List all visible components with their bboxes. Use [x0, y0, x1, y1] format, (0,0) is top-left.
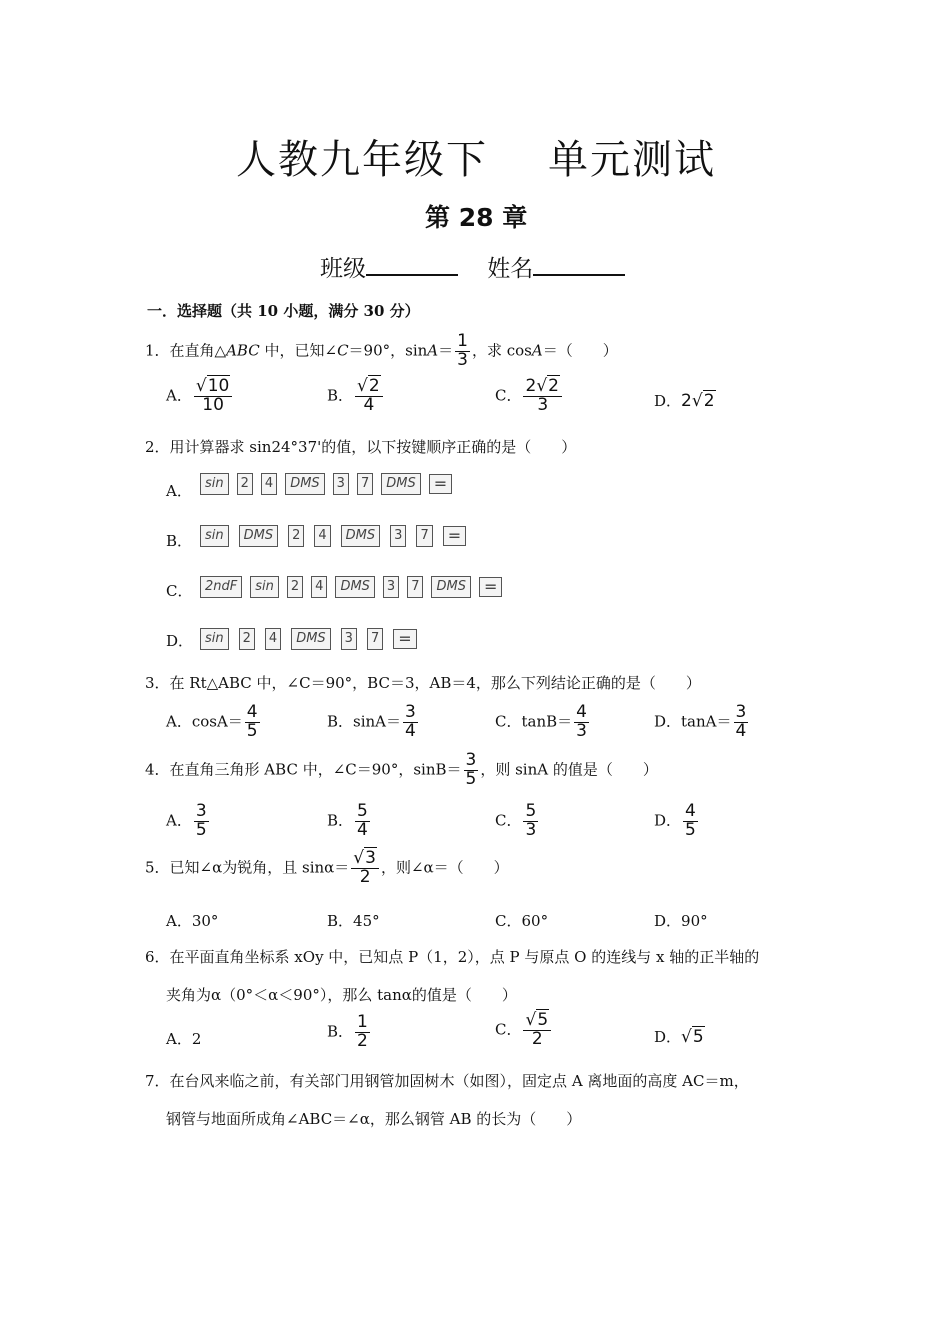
- q2-option-c-keys: [200, 576, 502, 598]
- q4-option-a: A． $\frac{3}{5}$: [166, 801, 207, 840]
- q2-option-b-label: B．: [166, 532, 193, 550]
- key-digit: 4: [261, 473, 277, 495]
- q4-option-d: D． $\frac{4}{5}$: [654, 801, 696, 840]
- key-dms: DMS: [381, 473, 420, 495]
- q5-option-a: A．30°: [166, 912, 219, 930]
- key-digit: 2: [239, 628, 255, 650]
- key-dms: DMS: [239, 525, 278, 547]
- q2-option-b-keys: [200, 525, 466, 547]
- question-6-line2: 夹角为α（0°＜α＜90°），那么 tanα的值是（ ）: [166, 986, 517, 1004]
- q4-option-c: C． $\frac{5}{3}$: [495, 801, 537, 840]
- key-digit: 7: [367, 628, 383, 650]
- question-2-stem: 2．用计算器求 sin24°37'的值，以下按键顺序正确的是（ ）: [145, 438, 577, 456]
- class-label: 班级: [320, 256, 366, 282]
- q3-option-b: B．sinA＝ $\frac{3}{4}$: [327, 702, 416, 741]
- key-digit: 7: [357, 473, 373, 495]
- q5-option-d: D．90°: [654, 912, 708, 930]
- key-sin: sin: [200, 525, 229, 547]
- key-2ndf: 2ndF: [200, 576, 242, 598]
- key-digit: 3: [390, 525, 406, 547]
- name-blank[interactable]: [533, 254, 625, 276]
- section-heading: 一．选择题（共 10 小题，满分 30 分）: [147, 302, 420, 320]
- question-1-stem: 1．在直角△ABC 中，已知∠C＝90°，sinA＝ $\frac{1}{3}$ ，求 cosA＝（ ）: [145, 331, 618, 370]
- q5-option-c: C．60°: [495, 912, 549, 930]
- key-digit: 4: [314, 525, 330, 547]
- question-6-line1: 6．在平面直角坐标系 xOy 中，已知点 P（1，2），点 P 与原点 O 的连线与 x 轴的正半轴的: [145, 948, 760, 966]
- question-3-stem: 3．在 Rt△ABC 中，∠C＝90°，BC＝3，AB＝4，那么下列结论正确的是（ ）: [145, 674, 701, 692]
- q3-option-c: C．tanB＝ $\frac{4}{3}$: [495, 702, 587, 741]
- key-digit: 3: [333, 473, 349, 495]
- key-dms: DMS: [431, 576, 470, 598]
- q6-option-b: B． $\frac{1}{2}$: [327, 1012, 368, 1051]
- q3-option-a: A．cosA＝ $\frac{4}{5}$: [166, 702, 258, 741]
- q2-option-a-label: A．: [166, 482, 192, 500]
- class-blank[interactable]: [366, 254, 458, 276]
- chapter-heading: 第 28 章: [425, 203, 528, 232]
- student-fields: [320, 250, 625, 283]
- title-left: 人教九年级下: [236, 137, 488, 183]
- question-5-stem: 5．已知∠α为锐角，且 sinα＝ $\frac{√3}{2}$ ，则∠α＝（ ）: [145, 848, 509, 887]
- q4-option-b: B． $\frac{5}{4}$: [327, 801, 368, 840]
- key-digit: 4: [311, 576, 327, 598]
- key-equals: =: [479, 577, 502, 597]
- q1-option-d: D．2√2: [654, 391, 715, 411]
- q2-option-d-keys: [200, 628, 417, 650]
- key-dms: DMS: [335, 576, 374, 598]
- question-4-stem: 4．在直角三角形 ABC 中，∠C＝90°，sinB＝ $\frac{3}{5}$ ，则 sinA 的值是（ ）: [145, 750, 658, 789]
- question-7-line1: 7．在台风来临之前，有关部门用钢管加固树木（如图），固定点 A 离地面的高度 AC＝m，: [145, 1072, 749, 1090]
- key-dms: DMS: [341, 525, 380, 547]
- key-sin: sin: [200, 473, 229, 495]
- key-dms: DMS: [291, 628, 330, 650]
- key-digit: 2: [288, 525, 304, 547]
- q1-option-b: B． $\frac{√2}{4}$: [327, 378, 385, 415]
- q6-option-c: C． $\frac{√5}{2}$: [495, 1012, 553, 1049]
- question-7-line2: 钢管与地面所成角∠ABC＝∠α，那么钢管 AB 的长为（ ）: [166, 1110, 582, 1128]
- q3-option-d: D．tanA＝ $\frac{3}{4}$: [654, 702, 747, 741]
- key-equals: =: [429, 474, 452, 494]
- q6-option-a: A．2: [166, 1030, 202, 1048]
- q2-option-c-label: C．: [166, 582, 193, 600]
- q5-option-b: B．45°: [327, 912, 380, 930]
- key-dms: DMS: [285, 473, 324, 495]
- key-equals: =: [443, 526, 466, 546]
- key-digit: 2: [287, 576, 303, 598]
- q6-option-d: D．√5: [654, 1027, 704, 1047]
- key-equals: =: [393, 629, 416, 649]
- q1-option-a: A． $\frac{√10}{10}$: [166, 378, 234, 415]
- key-digit: 7: [407, 576, 423, 598]
- key-sin: sin: [250, 576, 279, 598]
- q2-option-a-keys: [200, 473, 452, 495]
- title-right: 单元测试: [548, 137, 716, 183]
- key-digit: 4: [265, 628, 281, 650]
- key-digit: 3: [341, 628, 357, 650]
- name-label: 姓名: [487, 256, 534, 282]
- key-digit: 3: [383, 576, 399, 598]
- key-digit: 7: [416, 525, 432, 547]
- fraction: $\frac{1}{3}$: [457, 331, 468, 370]
- key-sin: sin: [200, 628, 229, 650]
- q1-option-c: C． $\frac{2√2}{3}$: [495, 378, 564, 415]
- key-digit: 2: [237, 473, 253, 495]
- q2-option-d-label: D．: [166, 632, 194, 650]
